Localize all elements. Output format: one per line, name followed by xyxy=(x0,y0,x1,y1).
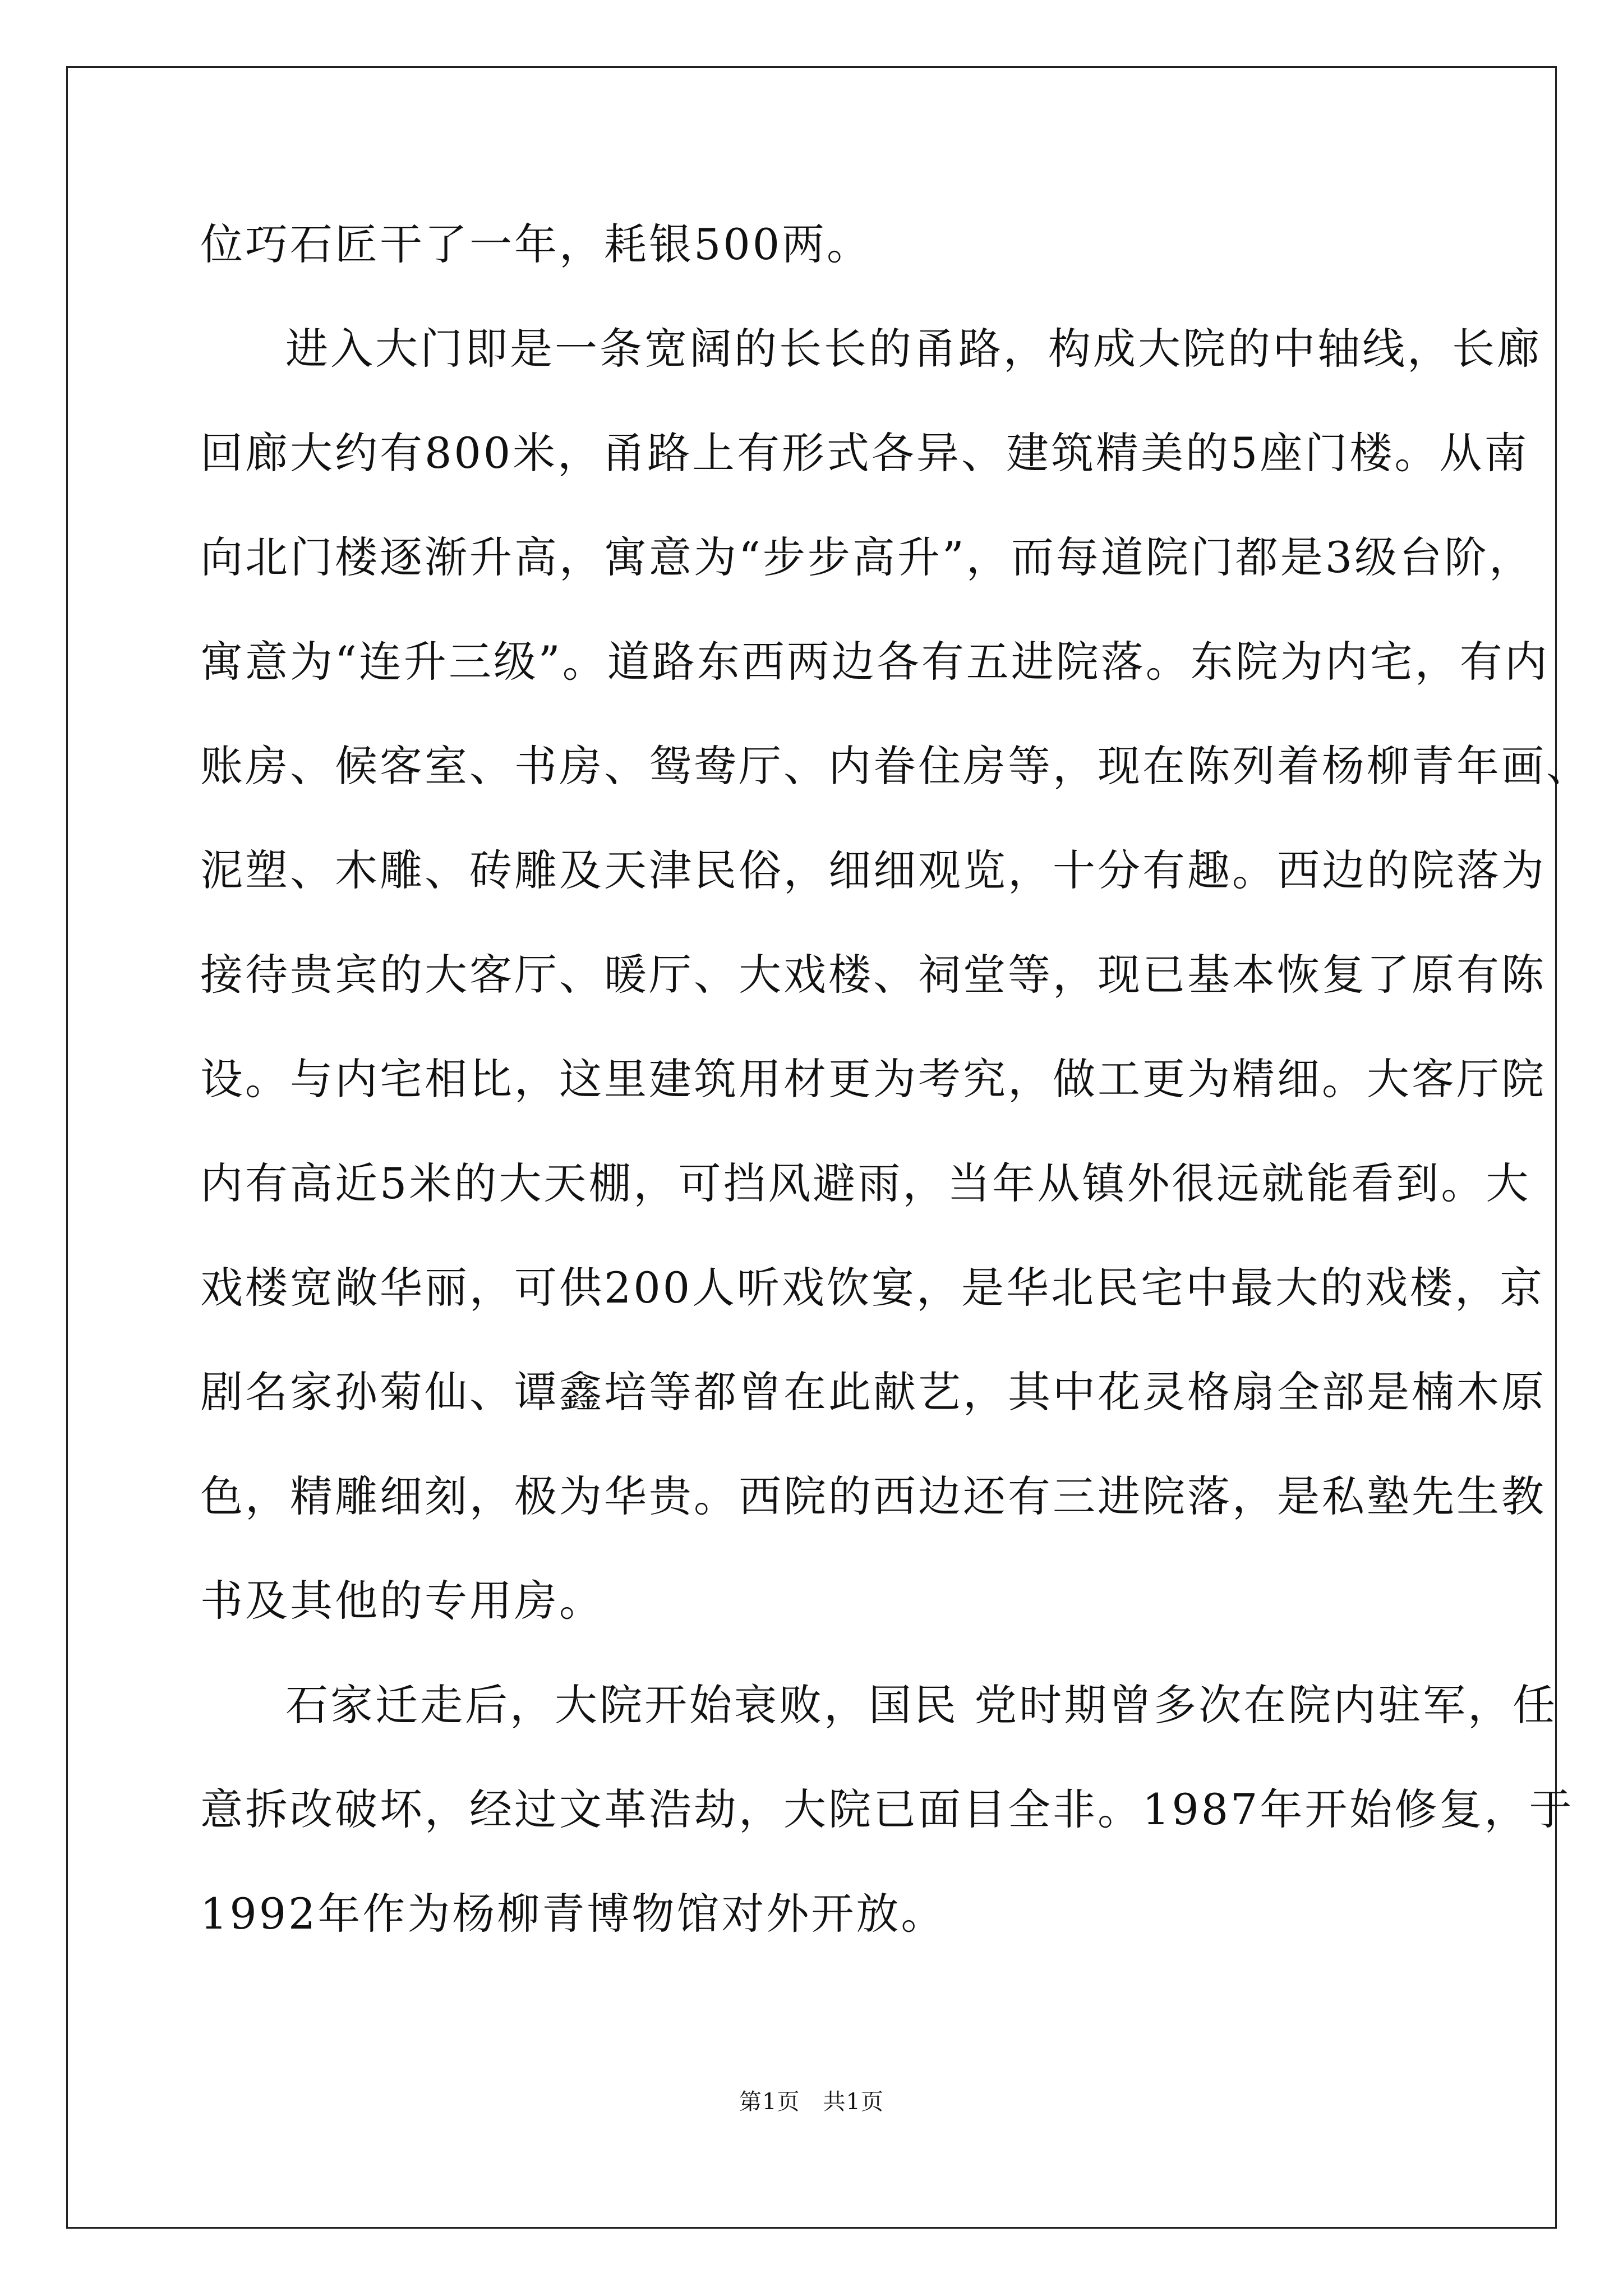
text-line: 1992年作为杨柳青博物馆对外开放。 xyxy=(200,1889,946,1939)
document-body xyxy=(200,218,1591,1991)
text-line: 接待贵宾的大客厅、暖厅、大戏楼、祠堂等，现已基本恢复了原有陈 xyxy=(200,950,1546,1000)
page-number-footer: 第1页 共1页 xyxy=(739,2089,884,2115)
text-line: 位巧石匠干了一年，耗银500两。 xyxy=(200,219,872,269)
text-line: 内有高近5米的大天棚，可挡风避雨，当年从镇外很远就能看到。大 xyxy=(200,1158,1531,1208)
text-line: 向北门楼逐渐升高，寓意为“步步高升”，而每道院门都是3级台阶， xyxy=(200,532,1534,582)
paragraph-start-line: 进入大门即是一条宽阔的长长的甬路，构成大院的中轴线，长廊 xyxy=(285,324,1542,374)
text-line: 设。与内宅相比，这里建筑用材更为考究，做工更为精细。大客厅院 xyxy=(200,1054,1546,1104)
text-line: 泥塑、木雕、砖雕及天津民俗，细细观览，十分有趣。西边的院落为 xyxy=(200,845,1546,895)
text-line: 意拆改破坏，经过文革浩劫，大院已面目全非。1987年开始修复，于 xyxy=(200,1784,1574,1834)
text-line: 回廊大约有800米，甬路上有形式各异、建筑精美的5座门楼。从南 xyxy=(200,428,1529,478)
text-line: 寓意为“连升三级”。道路东西两边各有五进院落。东院为内宅，有内 xyxy=(200,637,1550,687)
text-line: 色，精雕细刻，极为华贵。西院的西边还有三进院落，是私塾先生教 xyxy=(200,1471,1546,1521)
text-line: 剧名家孙菊仙、谭鑫培等都曾在此献艺，其中花灵格扇全部是楠木原 xyxy=(200,1367,1546,1417)
paragraph-start-line: 石家迁走后，大院开始衰败，国民 党时期曾多次在院内驻军，任 xyxy=(285,1680,1558,1730)
text-line: 戏楼宽敞华丽，可供200人听戏饮宴，是华北民宅中最大的戏楼，京 xyxy=(200,1263,1545,1313)
text-line: 账房、候客室、书房、鸳鸯厅、内眷住房等，现在陈列着杨柳青年画、 xyxy=(200,741,1591,791)
text-line: 书及其他的专用房。 xyxy=(200,1576,604,1626)
